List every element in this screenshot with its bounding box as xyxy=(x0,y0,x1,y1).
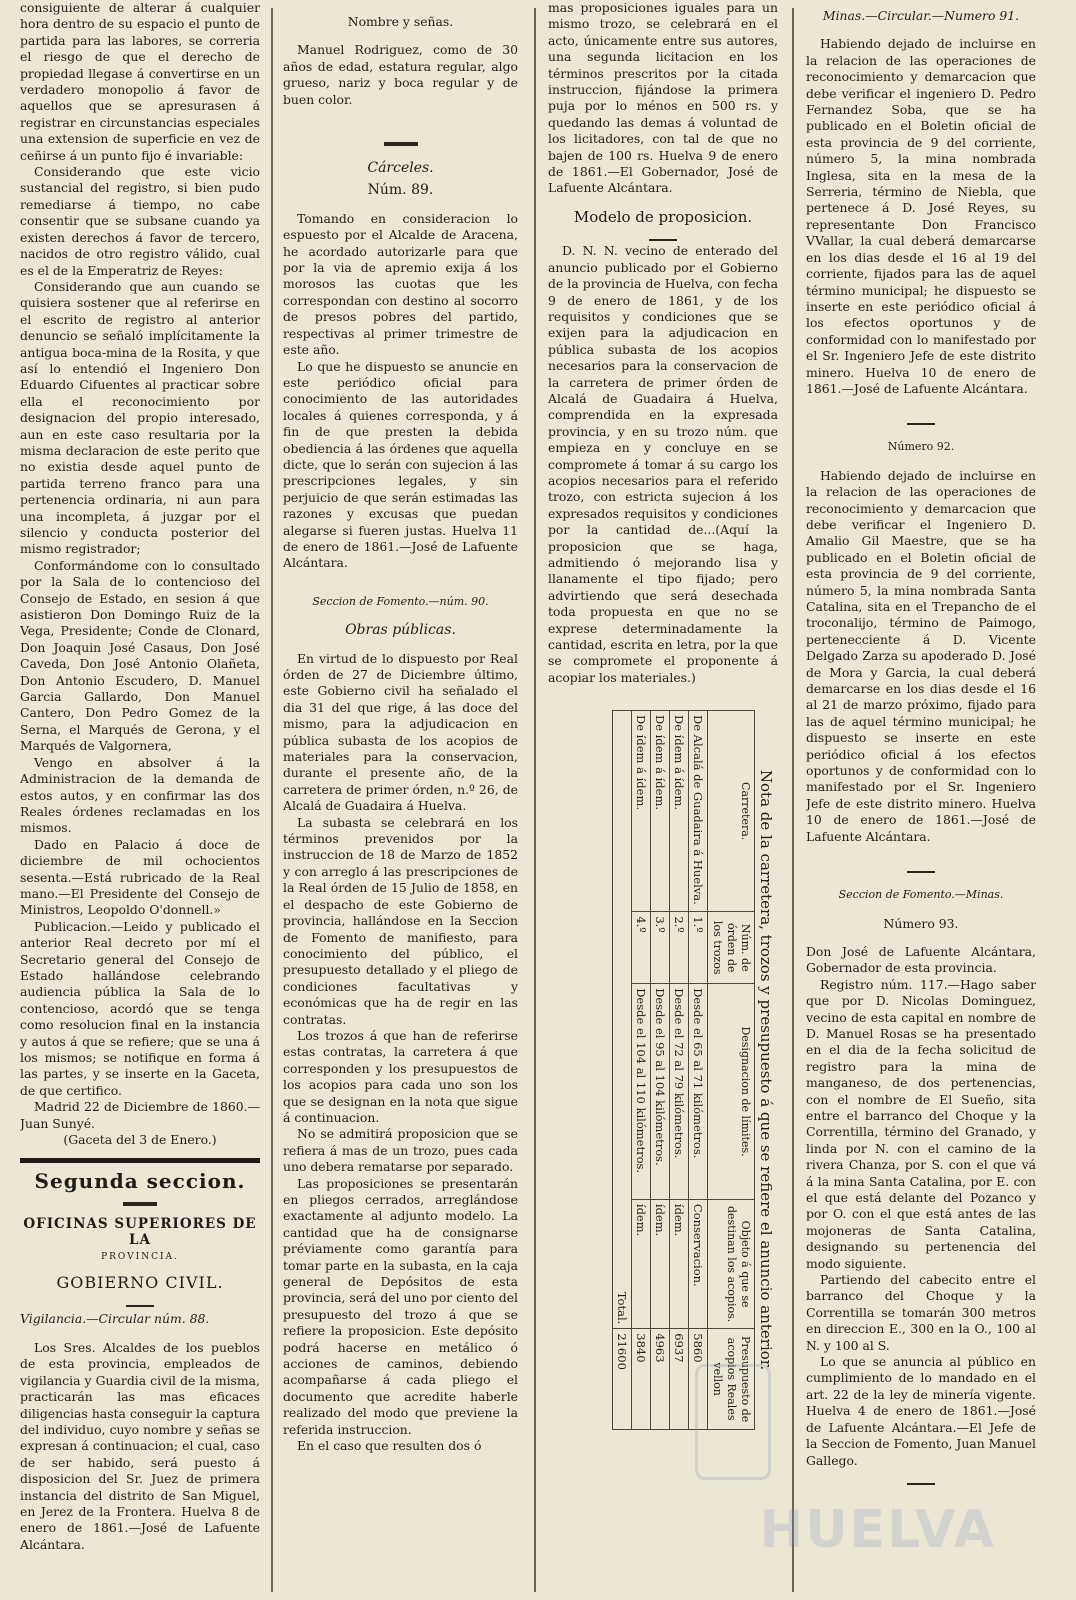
table-total-row xyxy=(613,710,632,1429)
subheading: Obras públicas. xyxy=(345,622,456,639)
paragraph: En el caso que resulten dos ó xyxy=(297,1438,482,1454)
cell-presupuesto: 6937 xyxy=(670,1329,689,1430)
cell-carretera: De ídem á ídem. xyxy=(670,710,689,911)
column-1 xyxy=(20,0,260,1600)
column-rule xyxy=(792,8,794,1592)
cell-designacion: Desde el 95 al 104 kilómetros. xyxy=(651,983,670,1199)
paragraph: Manuel Rodriguez, como de 30 años de edad, estatura regular, algo grueso, nariz y boca regular y de buen color. xyxy=(283,42,518,107)
paragraph: Conformándome con lo consultado por la Sala de lo contencioso del Consejo de Estado, en sesion á que asistieron Don Domingo Ruiz de la Vega, Presidente; Conde de Clonard, Don Joaquin José Casaus, Don José Caveda, Don José Antonio Olañeta, Don Antonio Escudero, D. Manuel Garcia Gallardo, Don Manuel Cantero, Don Pedro Gomez de la Serna, el Marqués de Gerona, y el Marqués de Valgornera, xyxy=(20,557,260,754)
total-label: Total. xyxy=(613,710,632,1328)
table-row xyxy=(651,710,670,1429)
paragraph: Partiendo del cabecito entre el barranco del Choque y la Correntilla se tomarán 300 metros en direccion E., 300 en la O., 100 al N. y 100 al S. xyxy=(806,1272,1036,1353)
paragraph: Publicacion.—Leido y publicado el anterior Real decreto por mí el Secretario general del Consejo de Estado hallándose celebrando audiencia pública la Sala de lo contencioso, acordó que se tenga como resolucion final en la instancia y autos á que se refiere; que se una á los mismos; se notifique en forma á las partes, y se inserte en la Gaceta, de que certifico. xyxy=(20,918,260,1098)
subheading: Seccion de Fomento.—Minas. xyxy=(838,888,1004,902)
column-2 xyxy=(283,0,518,1600)
subheading: Nombre y señas. xyxy=(347,14,454,29)
paragraph: Tomando en consideracion lo espuesto por el Alcalde de Aracena, he acordado autorizarle para que por la via de apremio exija á los morosos las cuotas que les correspondan con destino al socorro de presos pobres del partido, respectivas al primer trimestre de este año. xyxy=(283,210,518,358)
cell-num: 1.º xyxy=(689,912,708,984)
paragraph: Habiendo dejado de incluirse en la relacion de las operaciones de reconocimiento y demarcacion que debe verificar el Ingeniero D. Amalio Gil Maestre, que se ha publicado en el Boletin oficial de esta provincia de 9 del corriente, número 5, la mina nombrada Santa Catalina, sita en el Trepancho de el troconalijo, término de Paimogo, pertenecciente á D. Vicente Delgado Zarza su apoderado D. José de Mora y Garcia, la cual deberá demarcarse en los dias desde el 16 al 21 de marzo próximo, fijado para las de aquel término municipal; he dispuesto se inserte en este periódico oficial á los efectos oportunos y de conformidad con lo manifestado por el Sr. Ingeniero Jefe de este distrito minero. Huelva 10 de enero de 1861.—José de Lafuente Alcántara. xyxy=(806,467,1036,844)
cell-objeto: ídem. xyxy=(651,1199,670,1328)
header-designacion: Designacion de límites. xyxy=(708,983,755,1199)
header-objeto: Objeto á que se destinan los acopios. xyxy=(708,1199,755,1328)
header-carretera: Carretera. xyxy=(708,710,755,911)
cell-designacion: Desde el 65 al 71 kilómetros. xyxy=(689,983,708,1199)
ornament-divider xyxy=(283,134,518,144)
budget-table-rotated xyxy=(553,710,773,1430)
total-value: 21600 xyxy=(613,1329,632,1430)
paragraph: Las proposiciones se presentarán en pliegos cerrados, arreglándose exactamente al adjunto modelo. La cantidad que ha de consignarse préviamente como garantía para tomar parte en la subasta, en la caja general de Depósitos de esta provincia, será del uno por ciento del presupuesto del trozo á que se refiere la proposicion. Este depósito podrá hacerse en metálico ó acciones de caminos, debiendo acompañarse á cada pliego el documento que acredite haberle realizado del modo que previene la referida instruccion. xyxy=(283,1175,518,1437)
item-number: Número 92. xyxy=(887,440,955,454)
section-title: Segunda seccion. xyxy=(34,1169,246,1194)
cell-designacion: Desde el 72 al 79 kilómetros. xyxy=(670,983,689,1199)
cell-num: 3.º xyxy=(651,912,670,984)
paragraph: consiguiente de alterar á cualquier hora dentro de su espacio el punto de partida para las labores, se correria el riesgo de que el derecho de propiedad llegase á convertirse en un verdadero monopolio á favor de aquellos que se apresurasen á registrar en circunstancias especiales una extension de superficie en vez de ceñirse á un punto fijo é invariable: xyxy=(20,0,260,163)
cell-presupuesto: 5860 xyxy=(689,1329,708,1430)
paragraph: En virtud de lo dispuesto por Real órden de 27 de Diciembre último, este Gobierno civil ha señalado el dia 31 del que rige, á las doce del mismo, para la adjudicacion en pública subasta de los acopios de materiales para la conservacion, durante el presente año, de la carretera de primer órden, n.º 26, de Alcalá de Guadaira á Huelva. xyxy=(283,650,518,814)
ornament-divider xyxy=(20,1295,260,1305)
paragraph: Habiendo dejado de incluirse en la relacion de las operaciones de reconocimiento y demarcacion que debe verificar el ingeniero D. Pedro Fernandez Soba, que se ha publicado en el Boletin oficial de esta provincia de 9 del corriente, número 5, la mina nombrada Inglesa, sita en la mesa de la Serreria, término de Niebla, que pertenece á D. José Reyes, su representante Don Francisco VVallar, la cual deberá demarcarse en los dias desde el 16 al 19 del corriente, fijados para las de aquel término municipal; he dispuesto se inserte en este periódico oficial á los efectos oportunos y de conformidad con lo manifestado por el Sr. Ingeniero Jefe de este distrito minero. Huelva 10 de enero de 1861.—José de Lafuente Alcántara. xyxy=(806,36,1036,396)
office-subheading: PROVINCIA. xyxy=(101,1251,179,1262)
office-heading: OFICINAS SUPERIORES DE LA xyxy=(23,1215,257,1249)
paragraph: Vengo en absolver á la Administracion de la demanda de estos autos, y en confirmar las dos Reales órdenes reclamadas en los mismos. xyxy=(20,754,260,836)
cell-objeto: ídem. xyxy=(632,1199,651,1328)
ornament-divider xyxy=(806,1473,1036,1483)
cell-num: 4.º xyxy=(632,912,651,984)
paragraph: Registro núm. 117.—Hago saber que por D. Nicolas Dominguez, vecino de esta capital en nombre de D. Manuel Rosas se ha presentado en el dia de la fecha solicitud de registro para la mina de manganeso, de dos pertenencias, con el nombre de El Sueño, sita entre el barranco del Choque y la Correntilla, término del Granado, y linda por N. con el camino de la rivera Chanza, por S. con el que vá á la mina Santa Catalina, por E. con el que está delante del Pozanco y por O. con el que está antes de las mojoneras de Santa Catalina, designando su pertenencia del modo siguiente. xyxy=(806,976,1036,1271)
cell-num: 2.º xyxy=(670,912,689,984)
subheading: Seccion de Fomento.—núm. 90. xyxy=(312,594,489,608)
header-num: Núm. de órden de los trozos xyxy=(708,912,755,984)
subheading: Cárceles. xyxy=(367,160,434,177)
cell-designacion: Desde el 104 al 110 kilómetros. xyxy=(632,983,651,1199)
paragraph: Considerando que aun cuando se quisiera sostener que al referirse en el escrito de registro al anterior denuncio se señaló implícitamente la antigua boca-mina de la Rosita, y que así lo entendió el Ingeniero Don Eduardo Cifuentes al practicar sobre ella el reconocimiento por designacion del propio interesado, aun en este caso resultaria por la misma declaracion de este perito que no existia desde aquel punto de partida terreno franco para una pertenencia ordinaria, ni aun para una incompleta, á juzgar por el silencio y conducta posterior del mismo registrador; xyxy=(20,278,260,557)
paragraph: mas proposiciones iguales para un mismo trozo, se celebrará en el acto, únicamente entre sus autores, una segunda licitacion en los términos prescritos por la citada instruccion, fijándose la primera puja por lo ménos en 500 rs. y quedando las demas á voluntad de los licitadores, con tal de que no bajen de 100 rs. Huelva 9 de enero de 1861.—El Gobernador, José de Lafuente Alcántara. xyxy=(548,0,778,196)
column-4 xyxy=(806,0,1036,1600)
source-citation: (Gaceta del 3 de Enero.) xyxy=(63,1132,217,1148)
date-signature: Madrid 22 de Diciembre de 1860.—Juan Sunyé. xyxy=(20,1099,260,1131)
archive-seal-icon xyxy=(695,1364,771,1480)
table-row xyxy=(689,710,708,1429)
paragraph: La subasta se celebrará en los términos prevenidos por la instruccion de 18 de Marzo de 1852 y con arreglo á las prescripciones de la Real órden de 15 Julio de 1858, en el despacho de este Gobierno de provincia, hallándose en la Seccion de Fomento de manifiesto, para conocimiento del público, el presupuesto detallado y el pliego de condiciones facultativas y económicas que ha de regir en las contratas. xyxy=(283,814,518,1027)
gobierno-heading: GOBIERNO CIVIL. xyxy=(56,1273,224,1293)
paragraph: Don José de Lafuente Alcántara, Gobernador de esta provincia. xyxy=(806,943,1036,976)
item-number: Núm. 89. xyxy=(367,182,434,199)
cell-objeto: Conservacion. xyxy=(689,1199,708,1328)
table-row xyxy=(670,710,689,1429)
table-header-row xyxy=(708,710,755,1429)
watermark: HUELVA xyxy=(759,1500,996,1560)
table-row xyxy=(632,710,651,1429)
header-presupuesto: Presupuesto de acopios Reales vellon xyxy=(708,1329,755,1430)
ornament-divider xyxy=(548,229,778,239)
subheading: Minas.—Circular.—Numero 91. xyxy=(822,8,1020,23)
budget-table xyxy=(612,710,755,1430)
paragraph: Lo que he dispuesto se anuncie en este periódico oficial para conocimiento de las autoridades locales á quienes corresponda, y á fin de que presten la debida obediencia á las órdenes que aquella dicte, que lo serán con sujecion á las prescripciones legales, y sin perjuicio de que serán estimadas las razones y excusas que puedan alegarse si fueren justas. Huelva 11 de enero de 1861.—José de Lafuente Alcántara. xyxy=(283,358,518,571)
section-divider xyxy=(20,1158,260,1163)
paragraph: No se admitirá proposicion que se refiera á mas de un trozo, pues cada uno debera rematarse por separado. xyxy=(283,1126,518,1175)
cell-presupuesto: 4963 xyxy=(651,1329,670,1430)
budget-table-area xyxy=(548,702,778,1437)
cell-carretera: De ídem á ídem. xyxy=(632,710,651,911)
subheading: Modelo de proposicion. xyxy=(573,207,753,226)
cell-carretera: De ídem á ídem. xyxy=(651,710,670,911)
column-3 xyxy=(548,0,778,1600)
paragraph: Los trozos á que han de referirse estas contratas, la carretera á que corresponden y los presupuestos de los acopios para cada uno son los que se designan en la nota que sigue á continuacion. xyxy=(283,1027,518,1125)
table-title: Nota de la carretera, trozos y presupuesto á que se refiere el anuncio anterior. xyxy=(757,769,775,1370)
paragraph: Los Sres. Alcaldes de los pueblos de esta provincia, empleados de vigilancia y Guardia civil de la misma, practicarán las mas eficaces diligencias hasta conseguir la captura del individuo, cuyo nombre y señas se expresan á continuacion; el cual, caso de ser habido, será puesto á disposicion del Sr. Juez de primera instancia del distrito de San Miguel, en Jerez de la Frontera. Huelva 8 de enero de 1861.—José de Lafuente Alcántara. xyxy=(20,1339,260,1552)
ornament-divider xyxy=(806,861,1036,871)
paragraph: Dado en Palacio á doce de diciembre de mil ochocientos sesenta.—Está rubricado de la Real mano.—El Presidente del Consejo de Ministros, Leopoldo O'donnell.» xyxy=(20,836,260,918)
cell-objeto: ídem. xyxy=(670,1199,689,1328)
column-rule xyxy=(534,8,536,1592)
paragraph: Lo que se anuncia al público en cumplimiento de lo mandado en el art. 22 de la ley de minería vigente. Huelva 4 de enero de 1861.—José de Lafuente Alcántara.—El Jefe de la Seccion de Fomento, Juan Manuel Gallego. xyxy=(806,1354,1036,1468)
cell-presupuesto: 3840 xyxy=(632,1329,651,1430)
paragraph: D. N. N. vecino de enterado del anuncio publicado por el Gobierno de la provincia de Huelva, con fecha 9 de enero de 1861, y de los requisitos y condiciones que se exijen para la adjudicacion en pública subasta de los acopios necesarios para la conservacion de la carretera de primer órden de Alcalá de Guadaira á Huelva, comprendida en la expresada provincia, y en su trozo núm. que empieza en y concluye en se compromete á tomar á su cargo los acopios necesarios para el referido trozo, con estricta sujecion á los expresados requisitos y condiciones por la cantidad de...(Aquí la proposicion que se haga, admitiendo ó mejorando lisa y llanamente el tipo fijado; pero advirtiendo que será desechada toda propuesta en que no se exprese determinadamente la cantidad, escrita en letra, por la que se compromete el proponente á acopiar los materiales.) xyxy=(548,243,778,685)
column-rule xyxy=(271,8,273,1592)
item-number: Número 93. xyxy=(883,915,959,931)
ornament-divider xyxy=(806,413,1036,423)
ornament-divider xyxy=(20,1194,260,1204)
circular-heading: Vigilancia.—Circular núm. 88. xyxy=(20,1311,210,1327)
cell-carretera: De Alcalá de Guadaira á Huelva. xyxy=(689,710,708,911)
paragraph: Considerando que este vicio sustancial del registro, si bien pudo remediarse á tiempo, no cabe consentir que se subsane cuando ya existen derechos á favor de tercero, nacidos de otro registro válido, cual es el de la Emperatriz de Reyes: xyxy=(20,164,260,278)
